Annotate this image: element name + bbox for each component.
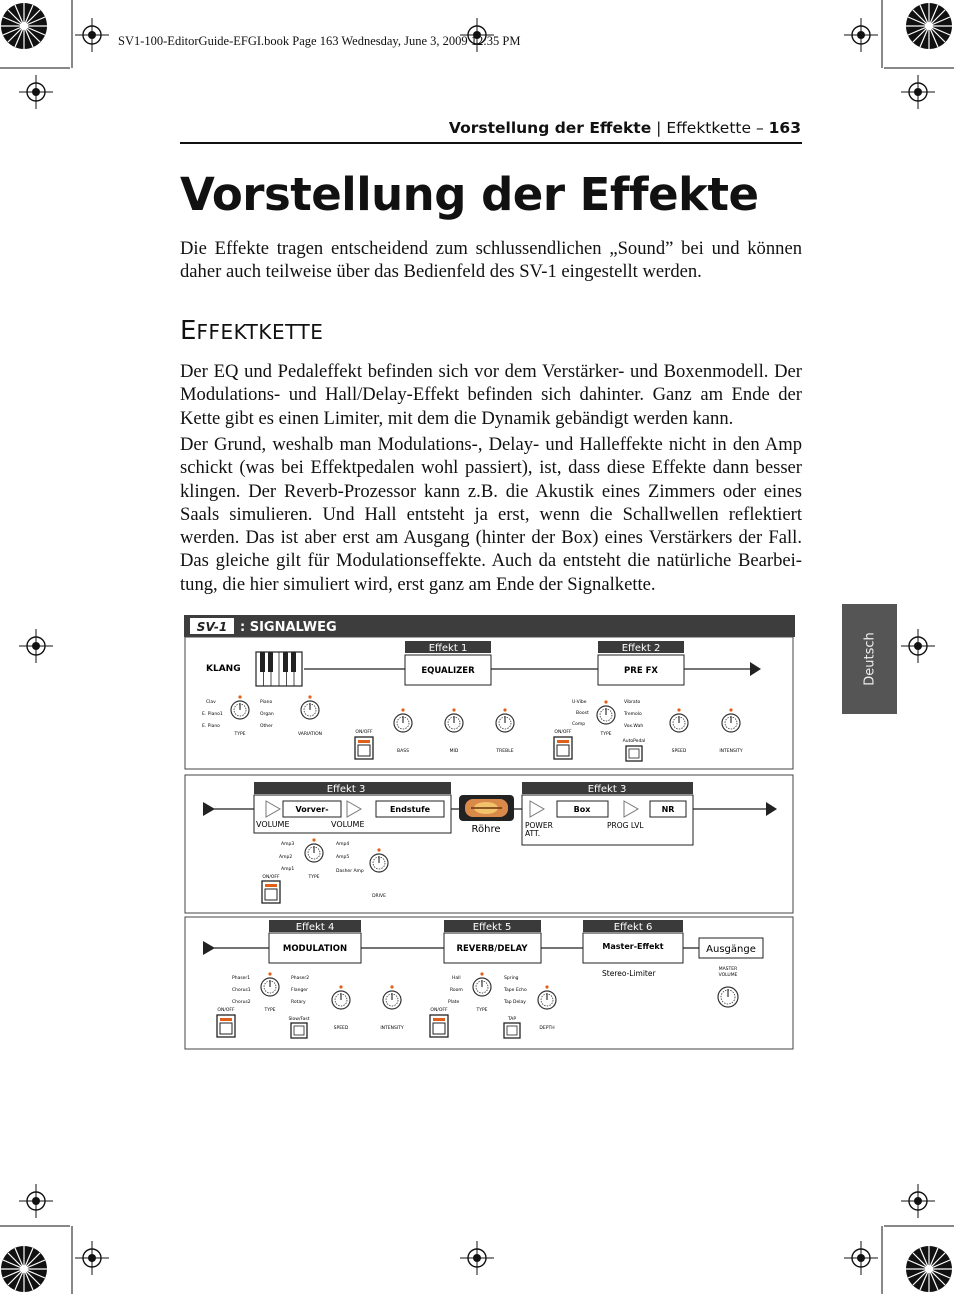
body-paragraph: Der EQ und Pedaleffekt befinden sich vor dem Verstärker- und Boxenmodell. Der Modulations- und Hall/Delay-Effekt befinden sich dahinter. Ganz am Ende der Kette gibt es einen Limiter, mit dem die Dynamik gebändigt werden kann. bbox=[180, 361, 802, 429]
rev-onoff-caption: ON/OFF bbox=[430, 1008, 448, 1013]
prefx-opt: Vox.Wah bbox=[624, 724, 644, 729]
mod-opt: Rotary bbox=[291, 1000, 306, 1005]
variation-knob bbox=[301, 695, 319, 719]
eq-onoff-caption: ON/OFF bbox=[355, 730, 373, 735]
att-label: ATT. bbox=[525, 829, 541, 838]
box-label: Box bbox=[573, 805, 591, 814]
signal-path-diagram bbox=[184, 615, 795, 1050]
prefx-opt: Comp bbox=[572, 722, 586, 727]
rohre-label: Röhre bbox=[471, 824, 501, 835]
endstufe-label: Endstufe bbox=[389, 805, 431, 814]
treble-caption: TREBLE bbox=[496, 749, 514, 754]
speed-knob bbox=[670, 708, 688, 732]
mid-caption: MID bbox=[449, 749, 459, 754]
mid-knob bbox=[445, 708, 463, 732]
effekt5-label: Effekt 5 bbox=[472, 922, 512, 933]
power-label: POWER bbox=[525, 821, 553, 830]
keyboard-icon bbox=[256, 652, 302, 686]
prog-lvl-label: PROG LVL bbox=[607, 821, 644, 830]
signal-arrow-3-in bbox=[203, 941, 215, 955]
volume1-label: VOLUME bbox=[256, 820, 290, 829]
slowfast-button[interactable] bbox=[291, 1023, 307, 1038]
master-volume-knob bbox=[718, 987, 738, 1007]
drive-caption: DRIVE bbox=[372, 894, 386, 899]
rev-opt: Tap Delay bbox=[504, 1000, 526, 1005]
prefx-type-knob bbox=[597, 700, 615, 724]
prefx-opt: U-Vibe bbox=[572, 700, 587, 705]
effekt1-label: Effekt 1 bbox=[428, 643, 468, 654]
volume2-label: VOLUME bbox=[331, 820, 365, 829]
rev-onoff-pedal bbox=[430, 1015, 448, 1037]
header-rule bbox=[180, 142, 802, 144]
bass-caption: BASS bbox=[397, 749, 409, 754]
mod-opt: Flanger bbox=[291, 988, 308, 993]
slowfast-caption: Slow/Fast bbox=[288, 1017, 310, 1022]
signal-arrow-1 bbox=[750, 662, 761, 676]
eq-onoff-pedal bbox=[355, 737, 373, 759]
intro-paragraph: Die Effekte tragen entscheidend zum schlussendlichen „Sound” bei und können daher auch teilweise über das Bedienfeld des SV-1 eingestellt werden. bbox=[180, 238, 802, 283]
mod-opt: Chorus2 bbox=[232, 1000, 251, 1005]
master-volume-caption: MASTER bbox=[718, 967, 738, 972]
prefx-type-caption: TYPE bbox=[600, 732, 612, 737]
intensity-caption: INTENSITY bbox=[719, 749, 743, 754]
section-heading-rest: FFEKTKETTE bbox=[196, 320, 324, 344]
vorver-label: Vorver- bbox=[295, 805, 329, 814]
depth-knob bbox=[538, 985, 556, 1009]
language-tab bbox=[842, 604, 897, 714]
running-head-separator: | bbox=[651, 119, 667, 137]
klang-label: KLANG bbox=[206, 664, 241, 674]
nr-label: NR bbox=[661, 805, 675, 814]
equalizer-label: EQUALIZER bbox=[421, 666, 475, 676]
bass-knob bbox=[394, 708, 412, 732]
running-head-dash: – bbox=[751, 119, 769, 137]
prefx-opt: Tremolo bbox=[624, 712, 642, 717]
type-knob bbox=[231, 695, 249, 719]
rev-type-caption: TYPE bbox=[476, 1008, 488, 1013]
amp-type-knob bbox=[305, 838, 323, 862]
amp-opt: Amp2 bbox=[279, 855, 293, 860]
prefx-opt: Vibrato bbox=[624, 700, 641, 705]
effekt4-label: Effekt 4 bbox=[295, 922, 335, 933]
effekt3b-label: Effekt 3 bbox=[587, 784, 627, 795]
mod-opt: Phaser1 bbox=[232, 976, 251, 981]
amp-opt: Amp1 bbox=[281, 867, 295, 872]
mod-speed-caption: SPEED bbox=[333, 1026, 349, 1031]
amp-opt: Amp4 bbox=[336, 842, 350, 847]
rev-opt: Hall bbox=[452, 976, 461, 981]
section-heading bbox=[180, 316, 323, 346]
rev-opt: Plate bbox=[448, 1000, 460, 1005]
mod-intensity-caption: INTENSITY bbox=[380, 1026, 404, 1031]
printer-slug: SV1-100-EditorGuide-EFGI.book Page 163 Wednesday, June 3, 2009 12:35 PM bbox=[118, 34, 521, 48]
reverb-label: REVERB/DELAY bbox=[456, 944, 528, 954]
rev-opt: Tape Echo bbox=[504, 988, 527, 993]
amp-onoff-caption: ON/OFF bbox=[262, 875, 280, 880]
running-head-section: Effektkette bbox=[666, 119, 752, 137]
mod-intensity-knob bbox=[383, 985, 401, 1009]
type-opt: Piano bbox=[260, 700, 273, 705]
page-title: Vorstellung der Effekte bbox=[180, 168, 759, 221]
type-opt: Clav bbox=[206, 700, 216, 705]
rev-opt: Room bbox=[450, 988, 463, 993]
tap-caption: TAP bbox=[507, 1017, 517, 1022]
sv1-logo: SV-1 bbox=[196, 620, 228, 634]
body-paragraph: Der Grund, weshalb man Modulations-, Delay- und Halleffekte nicht in den Amp schickt (was bei Effektpedalen wohl passiert), ist, dass diese Effekte dann besser klingen. Der Reverb-Prozessor kann z.B. die Akustik eines Zimmers oder eines Saals simulieren. Und Hall entsteht ja erst, wenn die Schallwellen reflektiert werden. Das ist aber erst am Ausgang (hinter der Box) eines Verstärkers der Fall. Das gleiche gilt für Modulationseffekte. Auch da entsteht die natürliche Bearbei-tung, die hier simuliert wird, erst ganz am Ende der Signalkette. bbox=[180, 434, 802, 595]
master-effekt-label: Master-Effekt bbox=[602, 942, 664, 951]
mod-speed-knob bbox=[332, 985, 350, 1009]
amp-opt: Amp5 bbox=[336, 855, 350, 860]
mod-type-caption: TYPE bbox=[264, 1008, 276, 1013]
type-opt: E. Piano1 bbox=[202, 712, 223, 717]
modulation-label: MODULATION bbox=[282, 944, 348, 954]
stereo-limiter-label: Stereo-Limiter bbox=[602, 969, 656, 978]
amp-type-caption: TYPE bbox=[308, 875, 320, 880]
running-head bbox=[449, 119, 801, 137]
effekt6-label: Effekt 6 bbox=[613, 922, 653, 933]
mod-type-knob bbox=[261, 972, 279, 996]
running-head-chapter: Vorstellung der Effekte bbox=[448, 119, 652, 137]
effekt3a-label: Effekt 3 bbox=[326, 784, 366, 795]
mod-onoff-pedal bbox=[217, 1015, 235, 1037]
amp-opt: Amp3 bbox=[281, 842, 295, 847]
drive-knob bbox=[370, 848, 388, 872]
section-heading-initial: E bbox=[180, 316, 197, 346]
depth-caption: DEPTH bbox=[539, 1026, 555, 1031]
autopedal-caption: AutoPedal bbox=[622, 739, 646, 744]
master-volume-caption2: VOLUME bbox=[718, 973, 738, 978]
ausgaenge-label: Ausgänge bbox=[706, 944, 756, 955]
prefx-onoff-pedal bbox=[554, 737, 572, 759]
treble-knob bbox=[496, 708, 514, 732]
type-caption: TYPE bbox=[234, 732, 246, 737]
type-opt: E. Piano bbox=[202, 724, 220, 729]
variation-caption: VARIATION bbox=[297, 732, 323, 737]
prefx-opt: Boost bbox=[576, 711, 589, 716]
effekt2-label: Effekt 2 bbox=[621, 643, 661, 654]
rev-type-knob bbox=[473, 972, 491, 996]
signal-arrow-2-in bbox=[203, 802, 215, 816]
signal-arrow-2-out bbox=[766, 802, 777, 816]
rev-opt: Spring bbox=[504, 976, 519, 981]
amp-onoff-pedal bbox=[262, 881, 280, 903]
speed-caption: SPEED bbox=[671, 749, 687, 754]
amp-opt: Dasher Amp bbox=[336, 869, 364, 874]
prefx-label: PRE FX bbox=[624, 666, 658, 676]
type-opt: Other bbox=[260, 724, 273, 729]
mod-opt: Chorus1 bbox=[232, 988, 251, 993]
mod-opt: Phaser2 bbox=[291, 976, 310, 981]
page-number: 163 bbox=[768, 119, 801, 137]
intensity-knob bbox=[722, 708, 740, 732]
type-opt: Organ bbox=[260, 712, 274, 717]
diagram-title: : SIGNALWEG bbox=[240, 620, 337, 635]
tap-button[interactable] bbox=[504, 1023, 520, 1038]
mod-onoff-caption: ON/OFF bbox=[217, 1008, 235, 1013]
tube-icon bbox=[459, 795, 514, 821]
autopedal-button[interactable] bbox=[626, 746, 642, 761]
prefx-onoff-caption: ON/OFF bbox=[554, 730, 572, 735]
language-tab-label: Deutsch bbox=[862, 632, 877, 686]
